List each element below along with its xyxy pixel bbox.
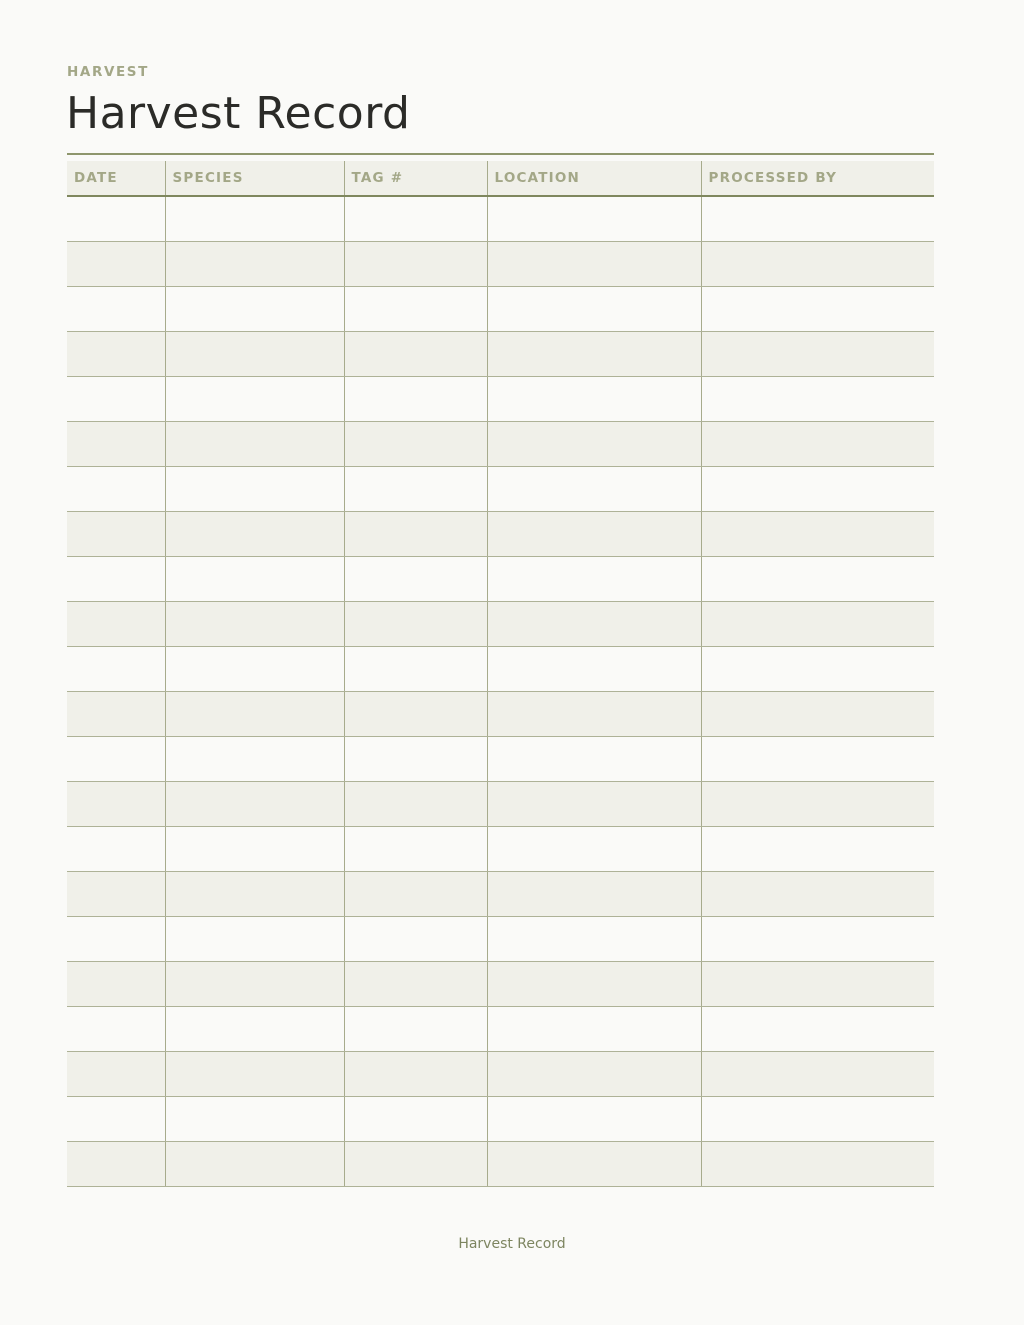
cell-tag[interactable] bbox=[344, 737, 487, 782]
cell-processed-by[interactable] bbox=[701, 1052, 934, 1097]
cell-species[interactable] bbox=[165, 1142, 344, 1187]
cell-processed-by[interactable] bbox=[701, 377, 934, 422]
cell-tag[interactable] bbox=[344, 827, 487, 872]
cell-location[interactable] bbox=[487, 512, 701, 557]
cell-tag[interactable] bbox=[344, 422, 487, 467]
cell-tag[interactable] bbox=[344, 377, 487, 422]
cell-date[interactable] bbox=[67, 1052, 165, 1097]
cell-location[interactable] bbox=[487, 917, 701, 962]
table-row bbox=[67, 557, 934, 602]
cell-tag[interactable] bbox=[344, 242, 487, 287]
cell-species[interactable] bbox=[165, 827, 344, 872]
cell-processed-by[interactable] bbox=[701, 512, 934, 557]
cell-tag[interactable] bbox=[344, 1007, 487, 1052]
harvest-log-table-container bbox=[67, 153, 934, 1187]
column-header-location: LOCATION bbox=[487, 161, 701, 196]
cell-location[interactable] bbox=[487, 422, 701, 467]
table-row bbox=[67, 1052, 934, 1097]
table-row bbox=[67, 1142, 934, 1187]
cell-location[interactable] bbox=[487, 1097, 701, 1142]
cell-processed-by[interactable] bbox=[701, 332, 934, 377]
cell-location[interactable] bbox=[487, 557, 701, 602]
cell-species[interactable] bbox=[165, 467, 344, 512]
cell-tag[interactable] bbox=[344, 512, 487, 557]
table-row bbox=[67, 647, 934, 692]
cell-date[interactable] bbox=[67, 647, 165, 692]
column-header-processed-by: PROCESSED BY bbox=[701, 161, 934, 196]
cell-location[interactable] bbox=[487, 1052, 701, 1097]
cell-location[interactable] bbox=[487, 242, 701, 287]
cell-location[interactable] bbox=[487, 332, 701, 377]
cell-tag[interactable] bbox=[344, 647, 487, 692]
cell-location[interactable] bbox=[487, 602, 701, 647]
cell-species[interactable] bbox=[165, 602, 344, 647]
table-row bbox=[67, 737, 934, 782]
cell-processed-by[interactable] bbox=[701, 196, 934, 242]
table-row bbox=[67, 917, 934, 962]
cell-date[interactable] bbox=[67, 332, 165, 377]
cell-processed-by[interactable] bbox=[701, 827, 934, 872]
cell-date[interactable] bbox=[67, 467, 165, 512]
table-row bbox=[67, 692, 934, 737]
cell-species[interactable] bbox=[165, 737, 344, 782]
table-row bbox=[67, 1007, 934, 1052]
cell-date[interactable] bbox=[67, 196, 165, 242]
cell-processed-by[interactable] bbox=[701, 917, 934, 962]
cell-species[interactable] bbox=[165, 962, 344, 1007]
cell-tag[interactable] bbox=[344, 917, 487, 962]
cell-date[interactable] bbox=[67, 557, 165, 602]
cell-species[interactable] bbox=[165, 647, 344, 692]
cell-species[interactable] bbox=[165, 332, 344, 377]
cell-species[interactable] bbox=[165, 196, 344, 242]
cell-tag[interactable] bbox=[344, 1142, 487, 1187]
cell-date[interactable] bbox=[67, 782, 165, 827]
cell-location[interactable] bbox=[487, 647, 701, 692]
cell-processed-by[interactable] bbox=[701, 242, 934, 287]
cell-tag[interactable] bbox=[344, 1052, 487, 1097]
cell-location[interactable] bbox=[487, 377, 701, 422]
cell-date[interactable] bbox=[67, 377, 165, 422]
column-header-date: DATE bbox=[67, 161, 165, 196]
cell-processed-by[interactable] bbox=[701, 647, 934, 692]
cell-processed-by[interactable] bbox=[701, 422, 934, 467]
table-row bbox=[67, 602, 934, 647]
table-row bbox=[67, 467, 934, 512]
cell-date[interactable] bbox=[67, 737, 165, 782]
cell-date[interactable] bbox=[67, 602, 165, 647]
table-row bbox=[67, 1097, 934, 1142]
cell-date[interactable] bbox=[67, 962, 165, 1007]
table-body bbox=[67, 196, 934, 1187]
cell-processed-by[interactable] bbox=[701, 782, 934, 827]
cell-location[interactable] bbox=[487, 467, 701, 512]
table-row bbox=[67, 196, 934, 242]
table-row bbox=[67, 287, 934, 332]
page-footer: Harvest Record bbox=[458, 1236, 566, 1252]
cell-tag[interactable] bbox=[344, 287, 487, 332]
column-header-species: SPECIES bbox=[165, 161, 344, 196]
cell-location[interactable] bbox=[487, 1007, 701, 1052]
column-header-tag: TAG # bbox=[344, 161, 487, 196]
cell-date[interactable] bbox=[67, 512, 165, 557]
cell-species[interactable] bbox=[165, 917, 344, 962]
table-row bbox=[67, 962, 934, 1007]
cell-processed-by[interactable] bbox=[701, 1007, 934, 1052]
cell-species[interactable] bbox=[165, 512, 344, 557]
table-row bbox=[67, 242, 934, 287]
cell-date[interactable] bbox=[67, 917, 165, 962]
cell-tag[interactable] bbox=[344, 602, 487, 647]
cell-tag[interactable] bbox=[344, 692, 487, 737]
cell-date[interactable] bbox=[67, 287, 165, 332]
cell-location[interactable] bbox=[487, 782, 701, 827]
table-row bbox=[67, 872, 934, 917]
cell-processed-by[interactable] bbox=[701, 557, 934, 602]
page-title: Harvest Record bbox=[66, 88, 411, 139]
table-row bbox=[67, 422, 934, 467]
cell-date[interactable] bbox=[67, 1097, 165, 1142]
cell-tag[interactable] bbox=[344, 557, 487, 602]
harvest-log-table bbox=[67, 161, 934, 1187]
cell-processed-by[interactable] bbox=[701, 287, 934, 332]
table-row bbox=[67, 377, 934, 422]
cell-processed-by[interactable] bbox=[701, 467, 934, 512]
cell-location[interactable] bbox=[487, 962, 701, 1007]
table-row bbox=[67, 827, 934, 872]
cell-tag[interactable] bbox=[344, 872, 487, 917]
cell-species[interactable] bbox=[165, 1007, 344, 1052]
cell-species[interactable] bbox=[165, 557, 344, 602]
cell-species[interactable] bbox=[165, 1097, 344, 1142]
table-row bbox=[67, 782, 934, 827]
cell-date[interactable] bbox=[67, 1007, 165, 1052]
cell-date[interactable] bbox=[67, 242, 165, 287]
cell-processed-by[interactable] bbox=[701, 1142, 934, 1187]
cell-tag[interactable] bbox=[344, 196, 487, 242]
cell-tag[interactable] bbox=[344, 332, 487, 377]
cell-tag[interactable] bbox=[344, 467, 487, 512]
cell-species[interactable] bbox=[165, 422, 344, 467]
header-divider bbox=[67, 153, 934, 155]
cell-species[interactable] bbox=[165, 242, 344, 287]
cell-date[interactable] bbox=[67, 692, 165, 737]
cell-location[interactable] bbox=[487, 196, 701, 242]
cell-species[interactable] bbox=[165, 782, 344, 827]
cell-species[interactable] bbox=[165, 287, 344, 332]
cell-processed-by[interactable] bbox=[701, 602, 934, 647]
cell-date[interactable] bbox=[67, 1142, 165, 1187]
cell-location[interactable] bbox=[487, 872, 701, 917]
table-header-row bbox=[67, 161, 934, 196]
cell-location[interactable] bbox=[487, 1142, 701, 1187]
cell-processed-by[interactable] bbox=[701, 692, 934, 737]
cell-location[interactable] bbox=[487, 827, 701, 872]
table-row bbox=[67, 332, 934, 377]
cell-processed-by[interactable] bbox=[701, 737, 934, 782]
cell-species[interactable] bbox=[165, 872, 344, 917]
cell-date[interactable] bbox=[67, 827, 165, 872]
cell-date[interactable] bbox=[67, 422, 165, 467]
cell-processed-by[interactable] bbox=[701, 1097, 934, 1142]
cell-processed-by[interactable] bbox=[701, 962, 934, 1007]
section-label: HARVEST bbox=[67, 64, 149, 80]
cell-processed-by[interactable] bbox=[701, 872, 934, 917]
cell-tag[interactable] bbox=[344, 962, 487, 1007]
cell-location[interactable] bbox=[487, 692, 701, 737]
cell-species[interactable] bbox=[165, 1052, 344, 1097]
cell-species[interactable] bbox=[165, 377, 344, 422]
cell-species[interactable] bbox=[165, 692, 344, 737]
cell-date[interactable] bbox=[67, 872, 165, 917]
cell-tag[interactable] bbox=[344, 1097, 487, 1142]
cell-location[interactable] bbox=[487, 737, 701, 782]
cell-tag[interactable] bbox=[344, 782, 487, 827]
table-row bbox=[67, 512, 934, 557]
cell-location[interactable] bbox=[487, 287, 701, 332]
